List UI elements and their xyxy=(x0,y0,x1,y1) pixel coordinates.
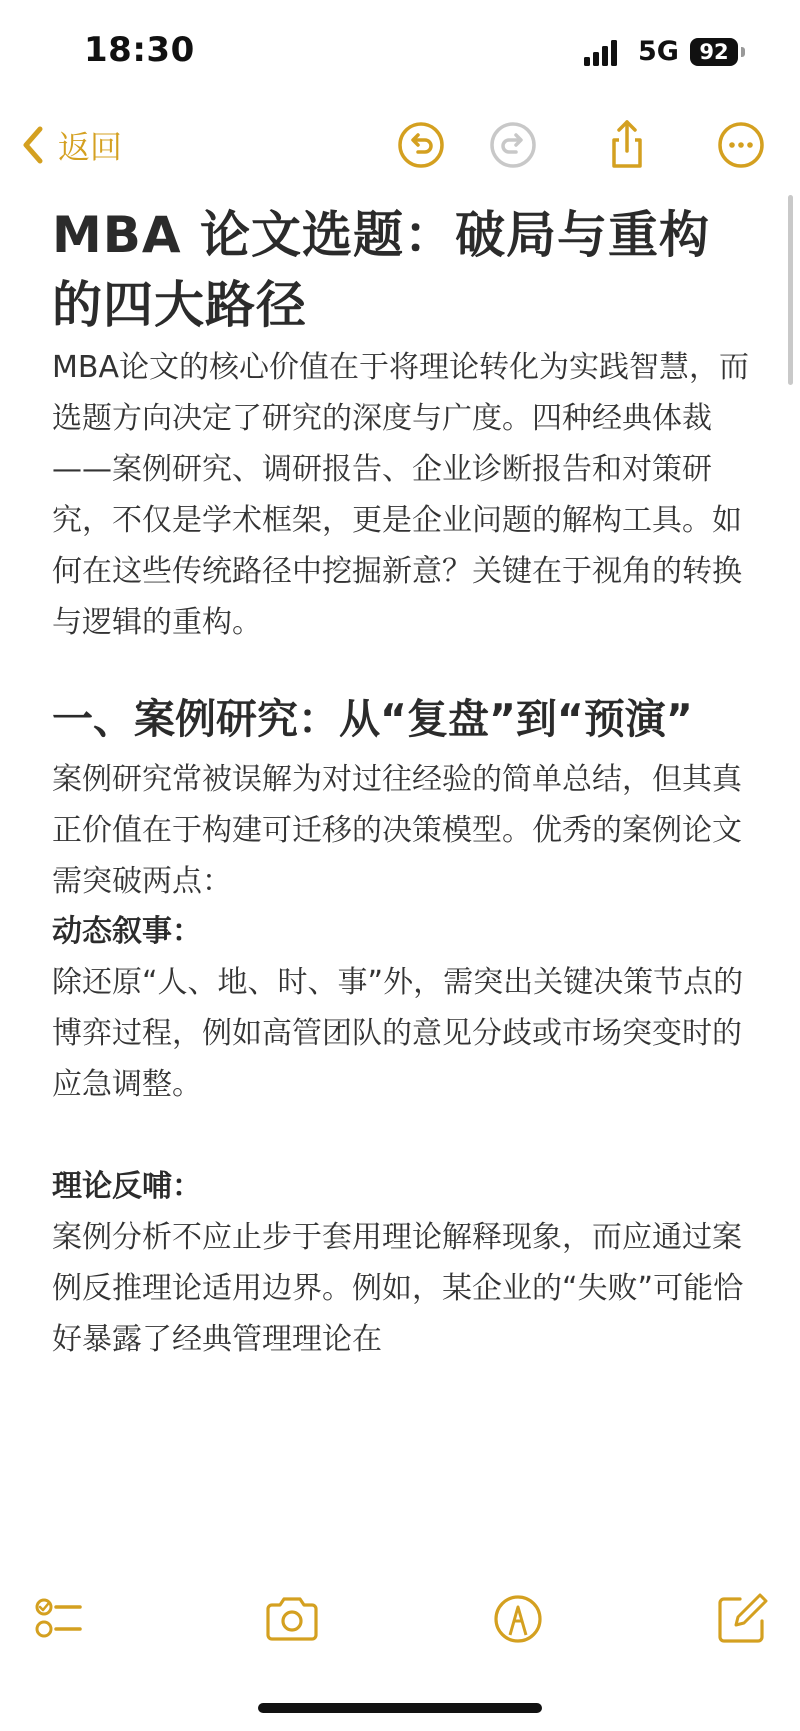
camera-icon xyxy=(262,1589,322,1649)
point-paragraph: 案例分析不应止步于套用理论解释现象，而应通过案例反推理论适用边界。例如，某企业的“失败”可能恰好暴露了经典管理理论在 xyxy=(52,1220,744,1357)
intro-paragraph: MBA论文的核心价值在于将理论转化为实践智慧，而选题方向决定了研究的深度与广度。四种经典体裁——案例研究、调研报告、企业诊断报告和对策研究，不仅是学术框架，更是企业问题的解构工具。如何在这些传统路径中挖掘新意？关键在于视角的转换与逻辑的重构。 xyxy=(52,350,749,640)
share-button[interactable] xyxy=(600,118,654,172)
battery-tip xyxy=(741,47,745,57)
checklist-button[interactable] xyxy=(30,1589,90,1649)
redo-icon xyxy=(486,118,540,172)
network-type: 5G xyxy=(638,36,679,67)
battery-level: 92 xyxy=(699,40,729,64)
camera-button[interactable] xyxy=(262,1589,322,1649)
status-bar xyxy=(0,0,800,100)
back-button[interactable] xyxy=(18,120,122,170)
notes-toolbar xyxy=(0,110,800,180)
back-label: 返回 xyxy=(58,128,123,166)
section-paragraph: 案例研究常被误解为对过往经验的简单总结，但其真正价值在于构建可迁移的决策模型。优秀的案例论文需突破两点： xyxy=(52,762,742,899)
compose-icon xyxy=(712,1589,772,1649)
blank-line xyxy=(52,1110,752,1162)
scroll-indicator[interactable] xyxy=(788,195,793,385)
status-time: 18:30 xyxy=(84,30,195,70)
undo-button[interactable] xyxy=(394,118,448,172)
home-indicator[interactable] xyxy=(258,1703,542,1713)
chevron-left-icon xyxy=(18,123,48,167)
undo-icon xyxy=(394,118,448,172)
bottom-toolbar xyxy=(0,1585,800,1655)
battery-icon xyxy=(690,38,738,66)
subheading-dynamic-narrative: 动态叙事： xyxy=(52,914,202,949)
redo-button[interactable] xyxy=(486,118,540,172)
section-heading-case-study: 一、案例研究：从“复盘”到“预演” xyxy=(52,695,693,743)
subheading-theory-feedback: 理论反哺： xyxy=(52,1169,202,1204)
compose-button[interactable] xyxy=(712,1589,772,1649)
share-icon xyxy=(600,118,654,172)
cellular-signal-icon xyxy=(584,40,624,66)
markup-pen-icon xyxy=(488,1589,548,1649)
note-body[interactable] xyxy=(52,200,752,1365)
markup-button[interactable] xyxy=(488,1589,548,1649)
more-icon xyxy=(714,118,768,172)
point-paragraph: 除还原“人、地、时、事”外，需突出关键决策节点的博弈过程，例如高管团队的意见分歧或市场突变时的应急调整。 xyxy=(52,965,744,1102)
checklist-icon xyxy=(30,1589,90,1649)
more-button[interactable] xyxy=(714,118,768,172)
note-title: MBA 论文选题：破局与重构的四大路径 xyxy=(52,206,710,334)
